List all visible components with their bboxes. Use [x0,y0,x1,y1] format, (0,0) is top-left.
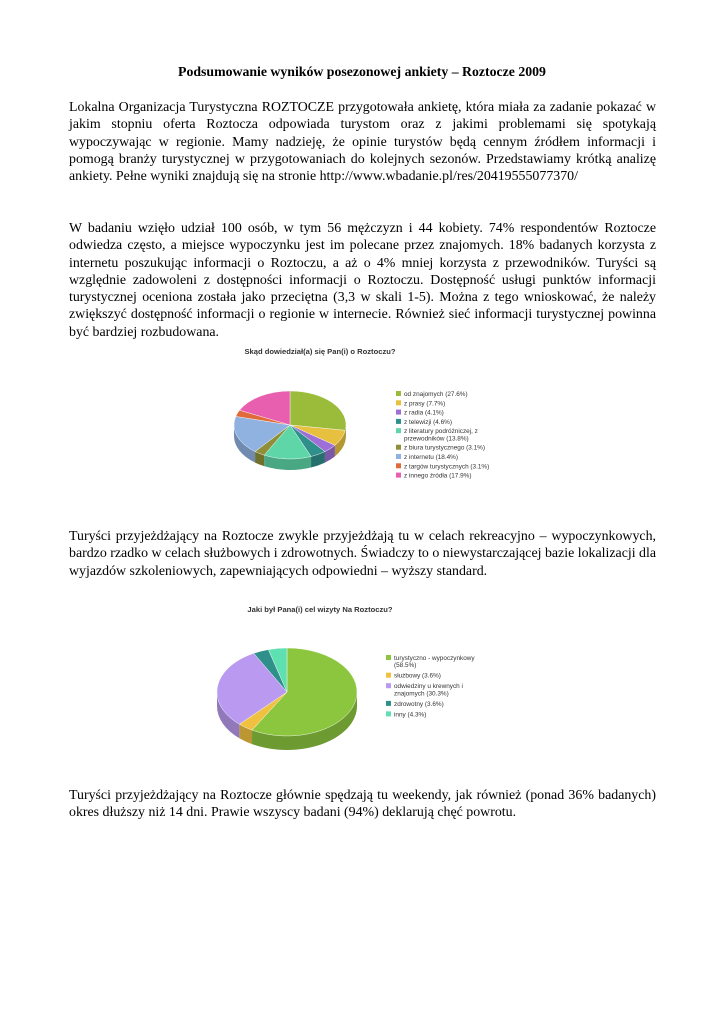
legend-label: inny (4.3%) [394,711,427,719]
legend-item-zdrowotny-3-6 [386,701,444,708]
legend-swatch [396,473,401,478]
legend-label: turystyczno - wypoczynkowy [394,655,475,662]
pie-slice-od-znajomych-27-6 [290,391,346,430]
legend-item-turystyczno-wypoczynkowy-58-5 [386,655,475,669]
legend-label: służbowy (3.6%) [394,672,441,680]
legend-item-z-targow-turystycznych-3-1 [396,463,489,470]
legend-swatch [396,410,401,415]
legend-swatch [386,711,391,716]
legend-swatch [396,463,401,468]
legend-swatch [396,428,401,433]
document-title: Podsumowanie wyników posezonowej ankiety – Roztocze 2009 [178,64,546,79]
legend-item-inny-4-3 [386,711,426,718]
legend-label: od znajomych (27.6%) [404,391,468,398]
legend-label: z biura turystycznego (3.1%) [404,444,485,452]
legend-label: z innego źródła (17.9%) [404,472,472,480]
legend-item-z-literatury-podrozniczej-z-pr [396,428,478,442]
legend-swatch [386,655,391,660]
legend-label: z literatury podróżniczej, z [404,428,478,436]
legend-item-z-prasy-7-7 [396,400,445,407]
legend-swatch [396,400,401,405]
legend-swatch [386,683,391,688]
legend-item-z-telewizji-4-6 [396,419,452,426]
legend-item-z-radia-4-1 [396,410,444,417]
legend-label: z telewizji (4.6%) [404,418,452,426]
legend-item-sluzbowy-3-6 [386,673,441,680]
legend-item-od-znajomych-27-6 [396,391,468,398]
legend-swatch [396,419,401,424]
legend-item-z-biura-turystycznego-3-1 [396,445,485,452]
stay-length-paragraph: Turyści przyjeżdżający na Roztocze głównie spędzają tu weekendy, jak również (ponad 36% badanych) okres dłuższy niż 14 dni. Prawie wszyscy badani (94%) deklarują chęć powrotu. [69,788,656,821]
legend-item-z-innego-zrodla-17-9 [396,473,472,480]
visit-purpose-paragraph: Turyści przyjeżdżający na Roztocze zwykle przyjeżdżają tu w celach rekreacyjno – wypoczynkowych, bardzo rzadko w celach służbowych i zdrowotnych. Świadczy to o niewystarczającej bazie lokalizacji dla wyjazdów szkoleniowych, zapewniających odpowiedni – wyższy standard. [69,529,657,579]
legend-swatch [386,701,391,706]
information-source-pie-chart [225,345,515,495]
chart-title: Skąd dowiedział(a) się Pan(i) o Roztoczu? [244,347,396,356]
visit-purpose-pie-chart [205,600,515,760]
legend-item-odwiedziny-u-krewnych-i-znajom [386,683,463,697]
legend-label: z internetu (18.4%) [404,454,458,461]
legend-swatch [396,391,401,396]
legend-label: z radia (4.1%) [404,409,444,417]
legend-label: (58.5%) [394,662,417,670]
intro-paragraph: Lokalna Organizacja Turystyczna ROZTOCZE przygotowała ankietę, która miała za zadanie pokazać w jakim stopniu oferta Roztocza odpowiada turystom oraz z jakimi problemami się spotykają wypoczywając w regionie. Mamy nadzieję, że opinie turystów będą cennym źródłem informacji i pomogą branży turystycznej w przygotowaniach do kolejnych sezonów. Przedstawiamy krótką analizę ankiety. Pełne wyniki znajdują się na stronie http://www.wbadanie.pl/res/20419555077370/ [69,100,656,185]
legend-label: odwiedziny u krewnych i [394,683,463,691]
legend-label: przewodników (13.8%) [404,435,469,443]
survey-results-paragraph: W badaniu wzięło udział 100 osób, w tym 56 mężczyzn i 44 kobiety. 74% respondentów Roztocze odwiedza często, a miejsce wypoczynku jest im polecane przez znajomych. 18% badanych korzysta z internetu poszukując informacji o Roztoczu, a aż o 4% mniej korzysta z przewodników. Turyści są względnie zadowoleni z dostępności informacji o Roztoczu. Dostępność usługi punktów informacji turystycznej oceniona została jako przeciętna (3,3 w skali 1-5). Można z tego wnioskować, że należy zwiększyć dostępność informacji o regionie w internecie. Również sieć informacji turystycznej powinna być bardziej rozbudowana. [69,221,656,340]
legend-label: znajomych (30.3%) [394,690,449,698]
legend-swatch [396,445,401,450]
legend-swatch [396,454,401,459]
legend-label: z prasy (7.7%) [404,400,446,408]
legend-swatch [386,673,391,678]
chart-title: Jaki był Pana(i) cel wizyty Na Roztoczu? [247,605,393,614]
legend-label: zdrowotny (3.6%) [394,700,444,708]
legend-item-z-internetu-18-4 [396,454,458,461]
legend-label: z targów turystycznych (3.1%) [404,463,490,471]
